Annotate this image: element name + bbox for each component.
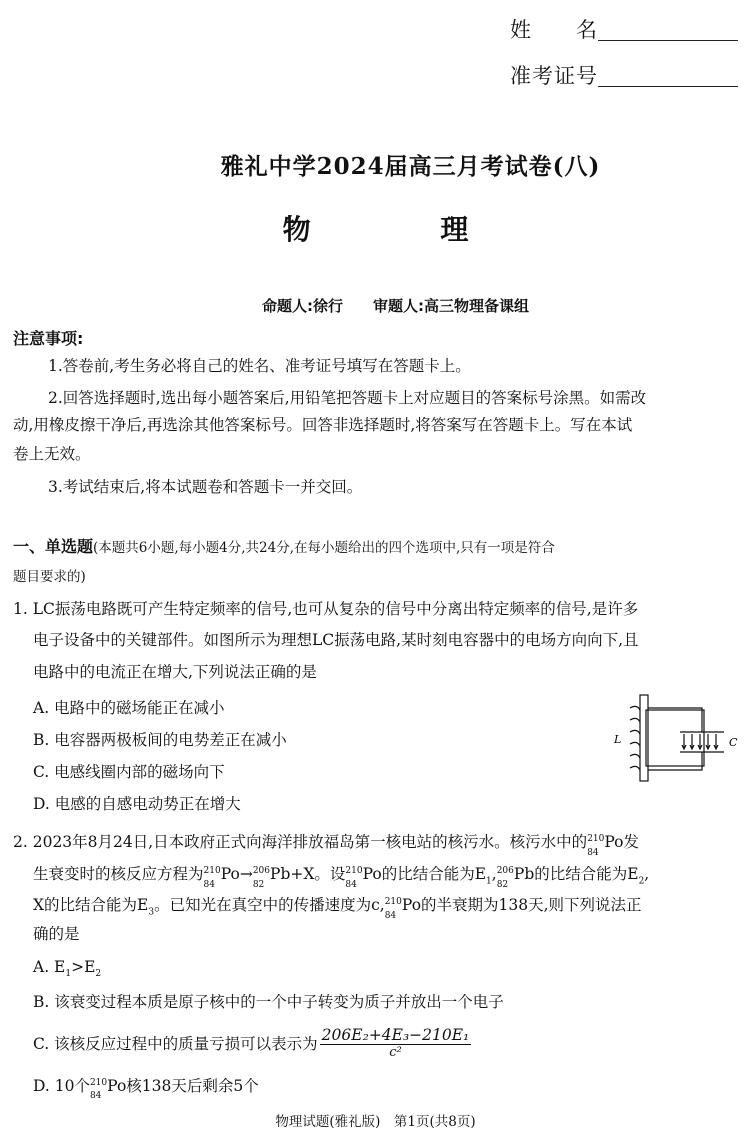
section-desc: (本题共6小题,每小题4分,共24分,在每小题给出的四个选项中,只有一项是符合 [93, 540, 555, 556]
q2-text: Po发 [604, 833, 640, 852]
sub: 2 [638, 876, 645, 887]
sub: 3 [148, 907, 155, 918]
q2-opt-text: Po核138天后剩余5个 [107, 1077, 259, 1095]
capacitor-label: C [729, 736, 738, 749]
subject-title: 物 理 [282, 213, 529, 246]
q2-text: 2. 2023年8月24日,日本政府正式向海洋排放福岛第一核电站的核污水。核污水中的 [13, 833, 588, 852]
sub: 2 [95, 969, 102, 980]
notice-item-3: 3.考试结束后,将本试题卷和答题卡一并交回。 [48, 478, 363, 496]
q2-opt-text: >E [71, 958, 96, 976]
po-z: 84 [89, 1091, 102, 1101]
q2-line-3 [33, 886, 642, 928]
sub: 1 [65, 969, 72, 980]
exam-title: 雅礼中学2024届高三月考试卷(八) [220, 153, 601, 180]
q2-line-1 [13, 823, 639, 858]
q2-text: , [491, 865, 497, 884]
q2-text: Pb的比结合能为E [513, 865, 639, 884]
section-heading [13, 534, 555, 557]
q1-line-2: 电子设备中的关键部件。如图所示为理想LC振荡电路,某时刻电容器中的电场方向向下,且 [33, 631, 639, 649]
q2-option-c [33, 1026, 471, 1060]
fraction-denominator: c² [389, 1045, 402, 1060]
notice-item-2-cont: 动,用橡皮擦干净后,再选涂其他答案标号。回答非选择题时,将答案写在答题卡上。写在本试 [13, 416, 633, 434]
q2-line-4: 确的是 [33, 925, 80, 943]
pb-mass: 206 [496, 866, 514, 876]
q2-text: X的比结合能为E [33, 896, 149, 915]
q2-text: Po的半衰期为138天,则下列说法正 [401, 896, 642, 915]
q1-line-3: 电路中的电流正在增大,下列说法正确的是 [33, 663, 317, 681]
q1-option-d: D. 电感的自感电动势正在增大 [33, 795, 241, 813]
name-field[interactable] [598, 40, 738, 41]
lc-circuit-diagram [610, 690, 740, 790]
q2-option-d [33, 1074, 259, 1101]
pb-mass: 206 [252, 866, 271, 876]
section-desc-cont: 题目要求的) [13, 569, 86, 585]
q2-option-a [33, 958, 101, 979]
inductor-label: L [614, 733, 622, 746]
notice-heading: 注意事项: [13, 329, 84, 348]
q2-option-b: B. 该衰变过程本质是原子核中的一个中子转变为质子并放出一个电子 [33, 993, 504, 1011]
q2-text: Po→ [220, 865, 253, 884]
mass-defect-fraction [320, 1026, 472, 1060]
notice-item-2: 2.回答选择题时,选出每小题答案后,用铅笔把答题卡上对应题目的答案标号涂黑。如需改 [48, 389, 647, 407]
q2-opt-text: A. E [33, 958, 66, 976]
pb-z: 82 [252, 880, 265, 890]
notice-item-1: 1.答卷前,考生务必将自己的姓名、准考证号填写在答题卡上。 [48, 357, 471, 375]
q1-line-1: 1. LC振荡电路既可产生特定频率的信号,也可从复杂的信号中分离出特定频率的信号,是许多 [13, 600, 639, 618]
q2-opt-text: C. 该核反应过程中的质量亏损可以表示为 [33, 1035, 318, 1053]
po-mass: 210 [384, 897, 402, 907]
notice-item-2-end: 卷上无效。 [13, 445, 91, 463]
q2-text: Po的比结合能为E [362, 865, 487, 884]
po-z: 84 [203, 880, 215, 890]
po-mass: 210 [89, 1077, 108, 1088]
fraction-numerator: 206E₂+4E₃−210E₁ [321, 1026, 470, 1044]
q1-option-c: C. 电感线圈内部的磁场向下 [33, 763, 225, 781]
po-z: 84 [587, 848, 599, 858]
po-mass: 210 [345, 866, 363, 876]
exam-id-field[interactable] [598, 86, 738, 87]
authors-line: 命题人:徐行 审题人:高三物理备课组 [262, 297, 529, 315]
q2-text: 生衰变时的核反应方程为 [33, 865, 204, 884]
name-label: 姓 名 [510, 18, 598, 42]
section-title: 一、单选题 [13, 537, 94, 556]
po-mass: 210 [203, 866, 221, 876]
q2-text: Pb+X。设 [270, 865, 346, 884]
q2-text: 。已知光在真空中的传播速度为c, [154, 896, 385, 915]
pb-z: 82 [496, 880, 509, 890]
po-mass: 210 [587, 834, 605, 844]
exam-id-label: 准考证号 [510, 64, 598, 88]
po-z: 84 [384, 911, 397, 921]
q2-text: , [644, 865, 650, 884]
q1-option-a: A. 电路中的磁场能正在减小 [33, 699, 225, 717]
sub: 1 [486, 876, 492, 887]
q2-opt-text: D. 10个 [33, 1077, 90, 1095]
q1-option-b: B. 电容器两极板间的电势差正在减小 [33, 731, 287, 749]
page-footer: 物理试题(雅礼版) 第1页(共8页) [275, 1114, 476, 1130]
po-z: 84 [345, 880, 357, 890]
